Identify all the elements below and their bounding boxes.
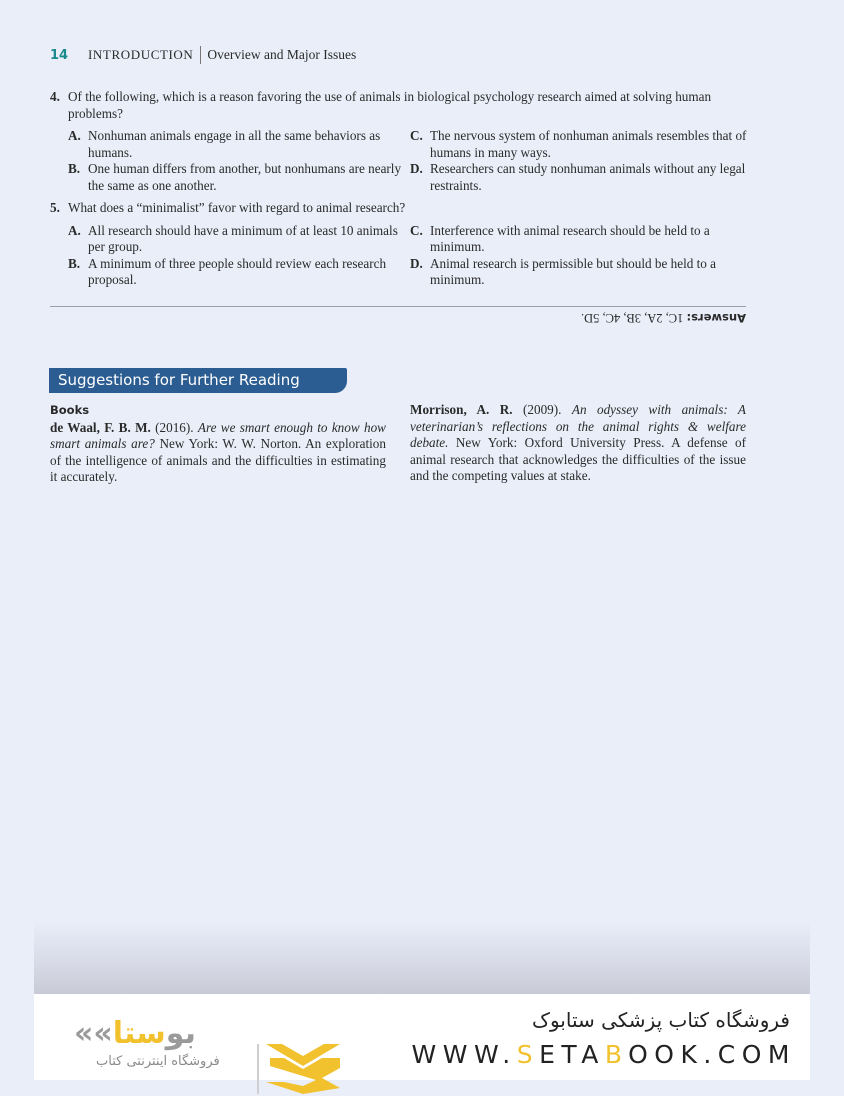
question-5 — [50, 200, 750, 289]
ref-year: (2016). — [150, 419, 198, 435]
option-text: Researchers can study nonhuman animals without any legal restraints. — [430, 161, 746, 193]
url-part-highlight: B — [604, 1040, 629, 1069]
option-letter: C. — [410, 128, 423, 144]
option-b — [50, 256, 410, 289]
running-header — [50, 46, 356, 64]
question-4 — [50, 89, 750, 195]
ref-details: New York: W. W. Norton. An exploration of the intelligence of animals and the difficulties in estimating it accurately. — [50, 436, 386, 485]
further-reading-heading: Suggestions for Further Reading — [49, 368, 347, 393]
ref-title: Are we smart enough to know how smart animals are? — [50, 419, 386, 452]
ref-year: (2009). — [512, 402, 572, 417]
ref-details: New York: Oxford University Press. A defense of animal research that acknowledges the difficulties of the issue and the competing values at stake. — [410, 435, 746, 484]
url-part: WWW. — [411, 1040, 517, 1069]
reading-column-right — [410, 402, 746, 485]
answers-label: Answers: — [686, 311, 746, 325]
reading-column-left — [50, 402, 386, 486]
reference-morrison — [410, 402, 746, 485]
option-text: All research should have a minimum of at least 10 animals per group. — [88, 222, 398, 255]
option-letter: C. — [410, 222, 423, 238]
option-text: A minimum of three people should review each research proposal. — [88, 255, 387, 288]
option-letter: D. — [410, 161, 423, 177]
option-c — [410, 223, 750, 256]
option-text: Interference with animal research should be held to a minimum. — [430, 222, 710, 255]
option-d — [410, 256, 750, 289]
store-url[interactable] — [412, 1040, 796, 1069]
question-number: 5. — [50, 200, 60, 215]
ref-title: An odyssey with animals: A veterinarian’s reflections on the animal rights & welfare debate. — [410, 402, 746, 451]
answer-key-upside-down — [566, 310, 746, 325]
option-a — [50, 128, 410, 161]
logo-tagline: فروشگاه اینترنتی کتاب — [96, 1054, 220, 1069]
option-b — [50, 161, 410, 194]
ref-author: Morrison, A. R. — [410, 402, 513, 417]
option-letter: A. — [68, 222, 81, 238]
option-text: Animal research is permissible but should be held to a minimum. — [430, 255, 717, 288]
header-divider — [200, 46, 201, 64]
option-letter: D. — [410, 255, 423, 271]
option-letter: B. — [68, 255, 81, 271]
page-bottom-shadow — [34, 920, 810, 994]
logo-text-yellow: ستا — [112, 1016, 166, 1051]
books-label: Books — [50, 403, 90, 417]
store-name: فروشگاه کتاب پزشکی ستابوک — [532, 1008, 790, 1032]
chapter-subtitle: Overview and Major Issues — [207, 47, 357, 62]
option-letter: B. — [68, 161, 81, 177]
logo-divider — [257, 1044, 259, 1094]
option-a — [50, 223, 410, 256]
reference-de-waal — [50, 420, 386, 486]
option-d — [410, 161, 750, 194]
question-number: 4. — [50, 89, 60, 104]
answers-value: 1C, 2A, 3B, 4C, 5D. — [580, 311, 684, 325]
option-text: The nervous system of nonhuman animals resembles that of humans in many ways. — [430, 128, 747, 160]
page-number: 14 — [50, 47, 69, 63]
url-part: ETA — [539, 1040, 605, 1069]
option-letter: A. — [68, 128, 81, 144]
option-text: One human differs from another, but nonhumans are nearly the same as one another. — [88, 161, 402, 193]
ref-author: de Waal, F. B. M. — [50, 419, 151, 435]
logo-text-gray: ««بو — [74, 1016, 196, 1051]
logo-wordmark — [74, 1016, 196, 1051]
question-text: Of the following, which is a reason favoring the use of animals in biological psychology research aimed at solving human problems? — [68, 89, 712, 121]
setabook-ad-banner[interactable] — [34, 994, 810, 1080]
answer-options — [50, 128, 750, 194]
chapter-title: INTRODUCTION — [88, 47, 194, 62]
question-text: What does a “minimalist” favor with regard to animal research? — [68, 200, 406, 215]
url-part-highlight: S — [516, 1040, 540, 1069]
setabook-logo — [74, 1016, 334, 1078]
url-part: OOK.COM — [628, 1040, 796, 1069]
section-divider — [50, 306, 746, 307]
chevron-logo-icon — [264, 1036, 342, 1096]
option-text: Nonhuman animals engage in all the same behaviors as humans. — [88, 128, 381, 160]
option-c — [410, 128, 750, 161]
answer-options — [50, 223, 750, 289]
